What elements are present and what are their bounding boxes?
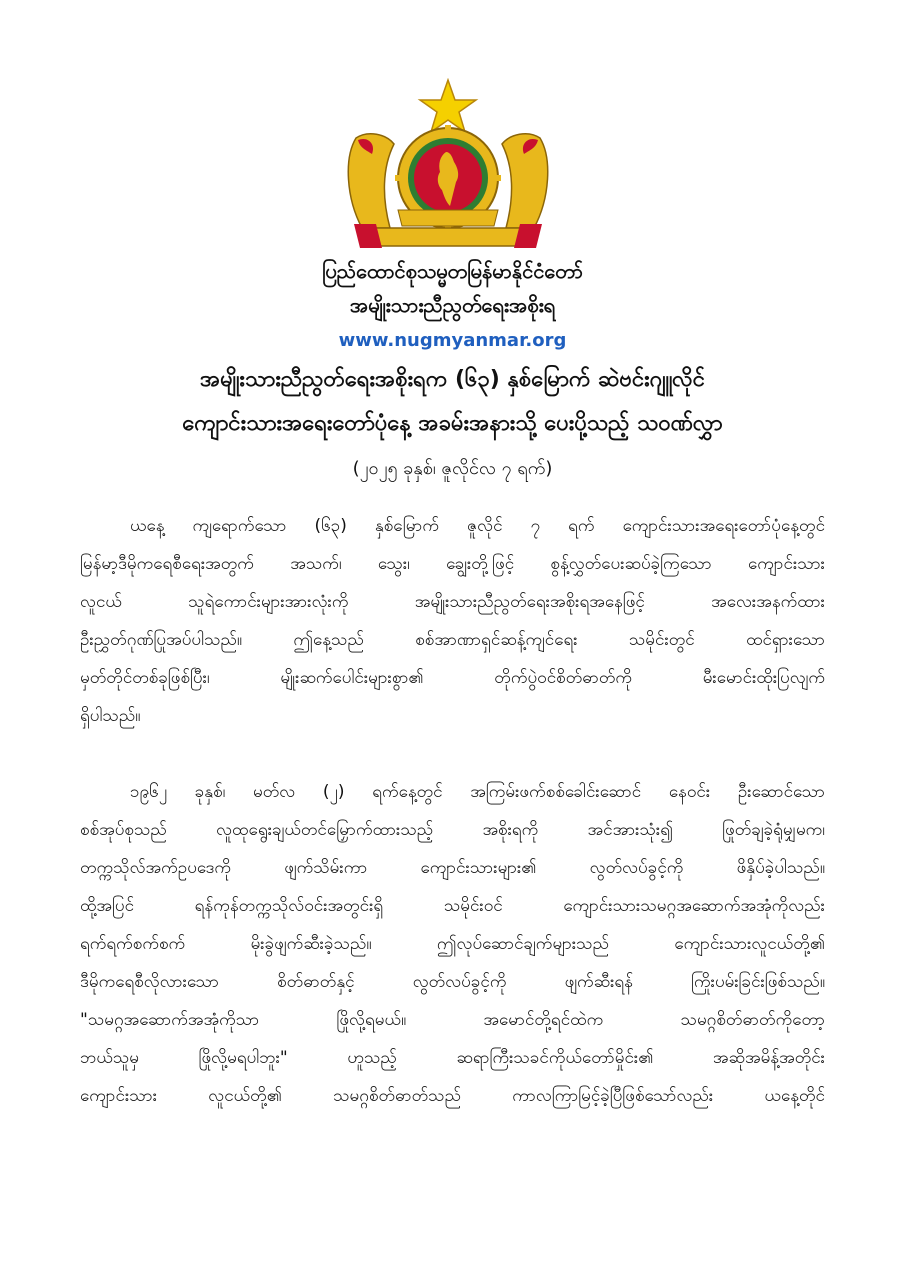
paragraph-line: မှတ်တိုင်တစ်ခုဖြစ်ပြီး၊ မျိုးဆက်ပေါင်းများစွာ၏ တိုက်ပွဲဝင်စိတ်ဓာတ်ကို မီးမောင်းထိုးပြလျက် bbox=[80, 668, 825, 688]
paragraph-line: ဘယ်သူမှ ဖြိုလို့မရပါဘူး" ဟူသည့် ဆရာကြီးသခင်ကိုယ်တော်မှိုင်း၏ အဆိုအမိန့်အတိုင်း bbox=[80, 1048, 825, 1068]
paragraph-line: ရက်ရက်စက်စက် မိုးခွဲဖျက်ဆီးခဲ့သည်။ ဤလုပ်ဆောင်ချက်များသည် ကျောင်းသားလူငယ်တို့၏ bbox=[80, 934, 825, 954]
paragraph-line: တက္ကသိုလ်အက်ဥပဒေကို ဖျက်သိမ်းကာ ကျောင်းသားများ၏ လွတ်လပ်ခွင့်ကို ဖိနှိပ်ခဲ့ပါသည်။ bbox=[80, 858, 825, 878]
paragraph-line: ထို့အပြင် ရန်ကုန်တက္ကသိုလ်ဝင်းအတွင်းရှိ သမိုင်းဝင် ကျောင်းသားသမဂ္ဂအဆောက်အအုံကိုလည်း bbox=[80, 896, 825, 916]
ministry-name: အမျိုးသားညီညွတ်ရေးအစိုးရ bbox=[349, 293, 556, 317]
statement-title-line-2: ကျောင်းသားအရေးတော်ပုံနေ့ အခမ်းအနားသို့ ပေးပို့သည့် သဝဏ်လွှာ bbox=[182, 411, 723, 436]
paragraph-line: ဒီမိုကရေစီလိုလားသော စိတ်ဓာတ်နှင့် လွတ်လပ်ခွင့်ကို ဖျက်ဆီးရန် ကြိုးပမ်းခြင်းဖြစ်သည်။ bbox=[80, 972, 825, 992]
government-name: ပြည်ထောင်စုသမ္မတမြန်မာနိုင်ငံတော် bbox=[322, 259, 583, 283]
statement-title-line-1: အမျိုးသားညီညွတ်ရေးအစိုးရက (၆၃) နှစ်မြောက် ဆဲဗင်းဂျူလိုင် bbox=[200, 367, 705, 392]
paragraph-line: ရှိပါသည်။ bbox=[80, 706, 141, 726]
website-link[interactable]: www.nugmyanmar.org bbox=[338, 330, 567, 351]
paragraph-line: ကျောင်းသား လူငယ်တို့၏ သမဂ္ဂစိတ်ဓာတ်သည် ကာလကြာမြင့်ခဲ့ပြီဖြစ်သော်လည်း ယနေ့တိုင် bbox=[80, 1086, 825, 1106]
statement-date: (၂၀၂၅ ခုနှစ်၊ ဇူလိုင်လ ၇ ရက်) bbox=[352, 458, 553, 479]
body-paragraph-1 bbox=[80, 507, 825, 735]
paragraph-line: စစ်အုပ်စုသည် လူထုရွေးချယ်တင်မြှောက်ထားသည့် အစိုးရကို အင်အားသုံး၍ ဖြုတ်ချခဲ့ရုံမျှမက၊ bbox=[80, 820, 825, 840]
paragraph-line: လူငယ် သူရဲကောင်းများအားလုံးကို အမျိုးသားညီညွတ်ရေးအစိုးရအနေဖြင့် အလေးအနက်ထား bbox=[80, 592, 825, 612]
paragraph-line: ၁၉၆၂ ခုနှစ်၊ မတ်လ (၂) ရက်နေ့တွင် အကြမ်းဖက်စစ်ခေါင်းဆောင် နေဝင်း ဦးဆောင်သော bbox=[130, 782, 825, 802]
body-paragraph-2 bbox=[80, 773, 825, 1115]
paragraph-line: "သမဂ္ဂအဆောက်အအုံကိုသာ ဖြိုလို့ရမယ်။ အမောင်တို့ရင်ထဲက သမဂ္ဂစိတ်ဓာတ်ကိုတော့ bbox=[80, 1010, 825, 1030]
paragraph-line: ယနေ့ ကျရောက်သော (၆၃) နှစ်မြောက် ဇူလိုင် ၇ ရက် ကျောင်းသားအရေးတော်ပုံနေ့တွင် bbox=[130, 516, 825, 536]
paragraph-line: ဦးညွှတ်ဂုဏ်ပြုအပ်ပါသည်။ ဤနေ့သည် စစ်အာဏာရှင်ဆန့်ကျင်ရေး သမိုင်းတွင် ထင်ရှားသော bbox=[80, 630, 825, 650]
paragraph-line: မြန်မာ့ဒီမိုကရေစီရေးအတွက် အသက်၊ သွေး၊ ချွေးတို့ဖြင့် စွန့်လွှတ်ပေးဆပ်ခဲ့ကြသော ကျောင်းသား bbox=[80, 554, 825, 574]
state-seal-icon bbox=[342, 78, 554, 258]
